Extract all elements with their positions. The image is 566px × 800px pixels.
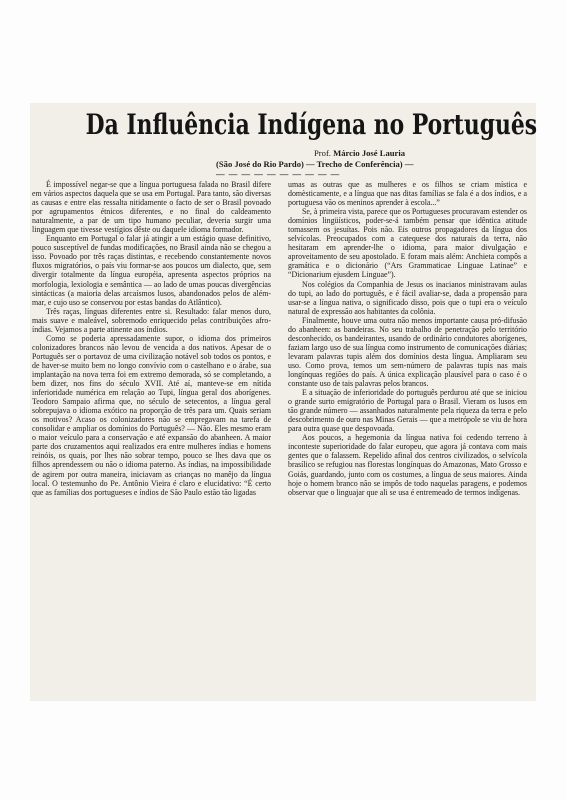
paragraph: Nos colégios da Companhia de Jesus os inacianos ministravam aulas do tupi, ao lado do português, e é fácil avaliar-se, dada a propensão para usar-se a língua nativa, o significado disso, pois que o tupi era o veículo natural de expressão aos habitantes da colônia. xyxy=(288,279,527,316)
newspaper-clipping xyxy=(30,103,536,701)
paragraph: Se, à primeira vista, parece que os Portugueses procuravam estender os domínios lingüísticos, poder-se-á também pensar que idêntica atitude tomassem os jesuítas. Pois não. Eis outros propagadores da língua dos selvícolas. Preocupados com a catequese dos naturais da terra, não hesitaram em aprender-lhe o idioma, para maior divulgação e aproveitamento de seu apostolado. E foram mais além: Anchieta compôs a gramática e o dicionário (“Ars Grammaticae Linguae Latinae” e “Dicionarium ejusdem Linguae”). xyxy=(288,207,527,280)
left-column xyxy=(32,180,271,497)
paragraph: Aos poucos, a hegemonia da língua nativa foi cedendo terreno à inconteste superioridade do falar europeu, que agora já contava com mais gentes que o falassem. Repelido afinal dos centros civilizados, o selvícola brasílico se refugiou nas florestas longínquas do Amazonas, Mato Grosso e Goiás, guardando, junto com os costumes, a língua de seus maiores. Ainda hoje o homem branco não se impôs de todo naquelas paragens, e podemos observar que o linguajar que ali se usa é entremeado de termos indígenas. xyxy=(288,433,527,497)
right-column xyxy=(288,180,527,497)
author-line xyxy=(314,148,405,158)
paragraph: Enquanto em Portugal o falar já atingir a um estágio quase definitivo, pouco susceptível de fundas modificações, no Brasil ainda não se chegou a isso. Povoado por três raças distintas, e recebendo constantemente novos fluxos migratórios, o país viu formar-se aos poucos um dialecto, que, sem divergir totalmente da língua européia, apresenta aspectos próprios na morfologia, lexiologia e semântica — ao lado de umas poucas divergências sintácticas (a maioria delas arcaísmos lusos, abandonados pelos de além-mar, e cujo uso se conservou por estas bandas do Atlântico). xyxy=(32,234,271,307)
paragraph: Três raças, línguas diferentes entre si. Resultado: falar menos duro, mais suave e maleável, sobremodo enriquecido pelas contribuições afro-índias. Vejamos a parte atinente aos índios. xyxy=(32,306,271,334)
paragraph: Finalmente, houve uma outra não menos importante causa pró-difusão do abanheen: as bandeiras. No seu trabalho de penetração pelo território desconhecido, os bandeirantes, usando de ordinário condutores aborígenes, faziam largo uso de sua língua como instrumento de comunicações diárias; levaram palavras tupis além dos domínios desta língua. Ampliaram seu uso. Como prova, temos um sem-número de palavras tupis nas mais longínquas regiões do país. A única explicação plausível para o caso é o constante uso de tais palavras pelos brancos. xyxy=(288,315,527,389)
subtitle-dashes: — — — — — — — — — — — xyxy=(216,159,415,180)
paragraph: E a situação de inferioridade do português perdurou até que se iniciou o grande surto emigratório de Portugal para o Brasil. Vieram os lusos em tão grande número — assanhados naturalmente pela riqueza da terra e pelo descobrimento de ouro nas Minas Gerais — que a metrópole se viu de hora para outra quase que despovoada. xyxy=(288,388,527,434)
article-subtitle xyxy=(216,159,426,179)
paragraph: É impossível negar-se que a língua portuguesa falada no Brasil difere em vários aspectos daquela que se usa em Portugal. Para tanto, são diversas as causas e entre elas ressalta nitidamente o facto de ser o Brasil povoado por agrupamentos étnicos diferentes, e no final do caldeamento naturalmente, a par de um tipo humano peculiar, deveria surgir uma linguagem que tivesse vestígios dêste ou daquele idioma formador. xyxy=(32,180,271,235)
paragraph: umas as outras que as mulheres e os filhos se criam mística e domèsticamente, e a língua que nas ditas famílias se fala é a dos índios, e a portuguesa vão os meninos aprender à escola...” xyxy=(288,180,527,208)
author-prefix: Prof. xyxy=(314,148,331,158)
article-title: Da Influência Indígena no Português xyxy=(85,108,538,141)
author-name: Márcio José Lauria xyxy=(333,148,406,158)
paragraph: Como se poderia apressadamente supor, o idioma dos primeiros colonizadores brancos não levou de vencida a dos nativos. Apesar de o Português ser o portavoz de uma civilização notável sob todos os pontos, e de haver-se muito bem no longo convívio com o castelhano e o árabe, sua implantação na nova terra foi em extremo demorada, só se completando, a bem dizer, nos fins do século XVII. Até aí, manteve-se em nítida inferioridade numérica em relação ao Tupi, língua geral dos aborígenes. Teodoro Sampaio afirma que, no século de setecentos, a língua geral sobrepujava o idioma exótico na proporção de três para um. Quais seriam os motivos? Acaso os colonizadores não se empregavam na tarefa de consolidar e ampliar os domínios do Português? — Não. Eles mesmo eram o maior veículo para a conservação e até expansão do abanheen. A maior parte dos cruzamentos aqui realizados era entre mulheres índias e homens reinóis, os quais, por lhes não sobrar tempo, pouco se lhes dava que os filhos aprendessem ou não o idioma paterno. As índias, na impossibilidade de agirem por outra maneira, iniciavam as crianças no manêjo da língua local. O testemunho do Pe. Antônio Vieira é claro e elucidativo: “É certo que as famílias dos portugueses e índios de São Paulo estão tão ligadas xyxy=(32,333,271,497)
subtitle-text: (São José do Rio Pardo) — Trecho de Conferência) xyxy=(216,159,403,169)
